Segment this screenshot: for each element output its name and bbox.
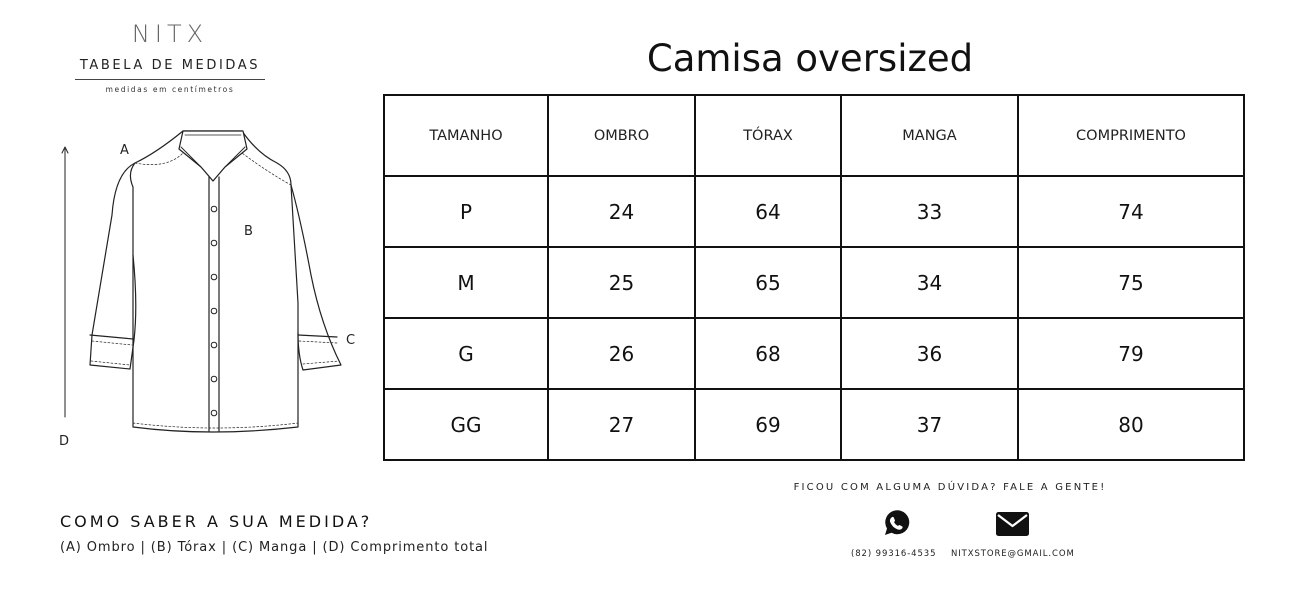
label-d: D bbox=[59, 434, 70, 449]
cell-sleeve: 33 bbox=[841, 176, 1018, 247]
header-chest: TÓRAX bbox=[695, 95, 841, 176]
header-sleeve: MANGA bbox=[841, 95, 1018, 176]
cell-chest: 69 bbox=[695, 389, 841, 460]
how-to-measure bbox=[60, 512, 488, 556]
cell-sleeve: 36 bbox=[841, 318, 1018, 389]
table-row bbox=[384, 176, 1244, 247]
cell-size: M bbox=[384, 247, 548, 318]
divider bbox=[75, 79, 265, 80]
contact-section bbox=[780, 482, 1120, 494]
measurement-legend: (A) Ombro | (B) Tórax | (C) Manga | (D) Comprimento total bbox=[60, 540, 489, 555]
cell-length: 79 bbox=[1018, 318, 1244, 389]
cell-size: P bbox=[384, 176, 548, 247]
header-size: TAMANHO bbox=[384, 95, 548, 176]
shirt-diagram bbox=[55, 125, 365, 455]
product-title: Camisa oversized bbox=[646, 37, 974, 80]
cell-chest: 65 bbox=[695, 247, 841, 318]
brand-logo: NITX bbox=[131, 20, 209, 48]
cell-sleeve: 34 bbox=[841, 247, 1018, 318]
cell-shoulder: 24 bbox=[548, 176, 695, 247]
how-to-measure-title: COMO SABER A SUA MEDIDA? bbox=[60, 512, 373, 531]
cell-length: 74 bbox=[1018, 176, 1244, 247]
table-row bbox=[384, 247, 1244, 318]
header-length: COMPRIMENTO bbox=[1018, 95, 1244, 176]
shirt-illustration bbox=[55, 125, 365, 455]
cell-sleeve: 37 bbox=[841, 389, 1018, 460]
mail-icon[interactable] bbox=[996, 512, 1029, 540]
phone-number[interactable]: (82) 99316-4535 bbox=[851, 549, 937, 559]
cell-size: GG bbox=[384, 389, 548, 460]
email-address[interactable]: NITXSTORE@GMAIL.COM bbox=[951, 549, 1075, 559]
cell-shoulder: 26 bbox=[548, 318, 695, 389]
label-a: A bbox=[120, 143, 129, 158]
table-row bbox=[384, 318, 1244, 389]
table-row bbox=[384, 389, 1244, 460]
table-header-row bbox=[384, 95, 1244, 176]
label-c: C bbox=[346, 333, 356, 348]
cell-chest: 64 bbox=[695, 176, 841, 247]
cell-length: 80 bbox=[1018, 389, 1244, 460]
size-chart-heading: TABELA DE MEDIDAS bbox=[79, 58, 261, 73]
label-b: B bbox=[244, 224, 253, 239]
size-table bbox=[383, 94, 1245, 461]
brand-header bbox=[75, 20, 265, 95]
cell-length: 75 bbox=[1018, 247, 1244, 318]
units-note: medidas em centímetros bbox=[105, 85, 235, 94]
cell-size: G bbox=[384, 318, 548, 389]
contact-title: FICOU COM ALGUMA DÚVIDA? FALE A GENTE! bbox=[793, 482, 1107, 493]
cell-shoulder: 25 bbox=[548, 247, 695, 318]
header-shoulder: OMBRO bbox=[548, 95, 695, 176]
cell-shoulder: 27 bbox=[548, 389, 695, 460]
whatsapp-icon[interactable] bbox=[881, 508, 911, 542]
cell-chest: 68 bbox=[695, 318, 841, 389]
